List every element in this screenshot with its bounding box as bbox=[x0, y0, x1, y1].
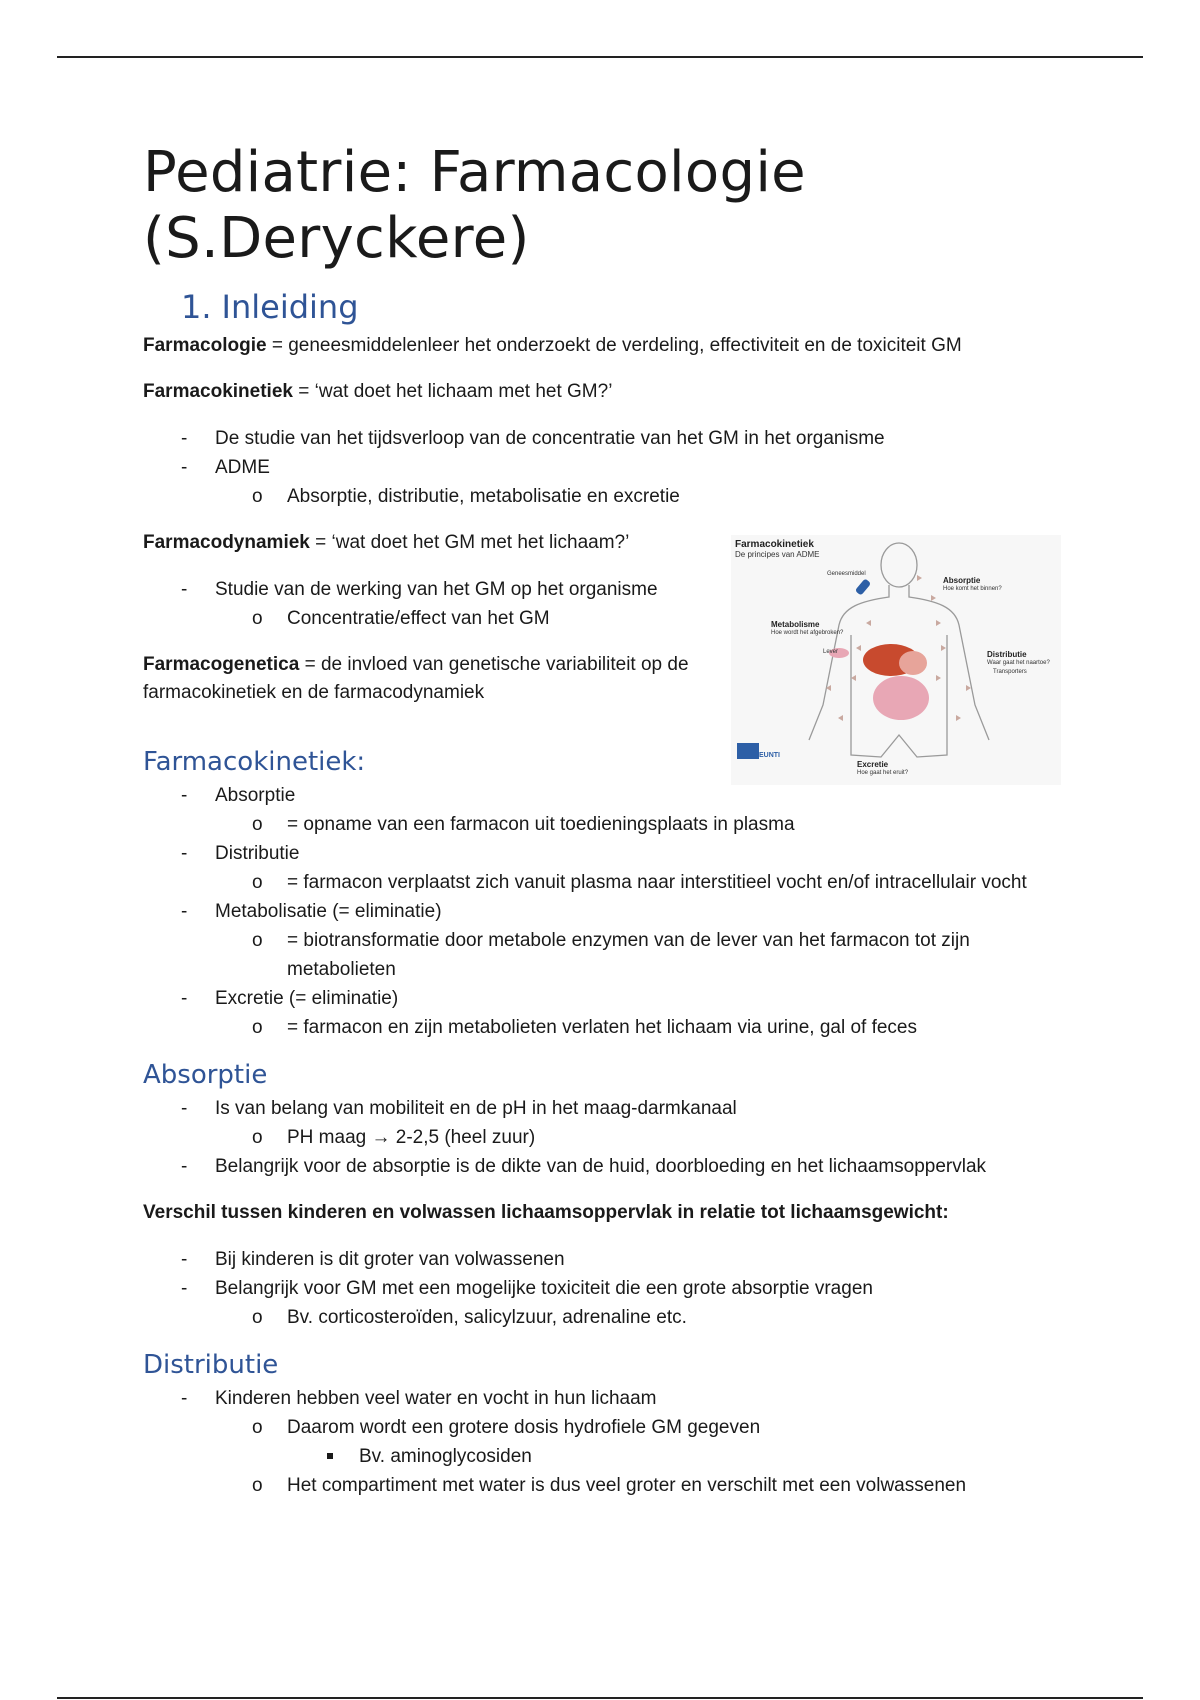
sub-list-item: o = opname van een farmacon uit toedieningsplaats in plasma bbox=[215, 810, 1053, 839]
svg-text:Hoe wordt het afgebroken?: Hoe wordt het afgebroken? bbox=[771, 630, 844, 636]
eunti-logo bbox=[737, 743, 759, 759]
distributie-list bbox=[143, 1384, 1053, 1500]
svg-text:Excretie: Excretie bbox=[857, 760, 889, 769]
sub-list-item: o = biotransformatie door metabole enzymen van de lever van het farmacon tot zijn metabolieten bbox=[215, 926, 1053, 984]
absorptie-list bbox=[143, 1094, 1053, 1181]
farmacodynamiek-list bbox=[143, 575, 703, 633]
list-item: - Kinderen hebben veel water en vocht in hun lichaam o Daarom wordt een grotere dosis hydrofiele GM gegeven Bv. aminoglycosiden o Het compartiment met water is dus veel groter en verschilt met een volwassenen bbox=[143, 1384, 1053, 1500]
sub-list-item: o Daarom wordt een grotere dosis hydrofiele GM gegeven Bv. aminoglycosiden bbox=[215, 1413, 1053, 1471]
document-body bbox=[143, 140, 1053, 1518]
svg-text:De principes van ADME: De principes van ADME bbox=[735, 550, 820, 559]
svg-text:Farmacokinetiek: Farmacokinetiek bbox=[735, 539, 814, 550]
farmacokinetiek-list bbox=[143, 424, 1053, 511]
svg-text:Waar gaat het naartoe?: Waar gaat het naartoe? bbox=[987, 660, 1050, 666]
list-item: - Metabolisatie (= eliminatie) o = biotransformatie door metabole enzymen van de lever van het farmacon tot zijn metabolieten bbox=[143, 897, 1053, 984]
svg-text:Hoe komt het binnen?: Hoe komt het binnen? bbox=[943, 586, 1002, 592]
intestines-icon bbox=[873, 676, 929, 720]
farmacokinetiek-adme-list bbox=[143, 781, 1053, 1042]
svg-text:Absorptie: Absorptie bbox=[943, 576, 981, 585]
list-item: - Studie van de werking van het GM op het organisme o Concentratie/effect van het GM bbox=[143, 575, 703, 633]
svg-text:Lever: Lever bbox=[823, 649, 839, 655]
svg-text:Distributie: Distributie bbox=[987, 650, 1027, 659]
heading-absorptie: Absorptie bbox=[143, 1060, 268, 1090]
absorptie-children-list bbox=[143, 1245, 1053, 1332]
sub-list-item: o = farmacon en zijn metabolieten verlaten het lichaam via urine, gal of feces bbox=[215, 1013, 1053, 1042]
list-item: - De studie van het tijdsverloop van de concentratie van het GM in het organisme bbox=[143, 424, 1053, 453]
adme-figure bbox=[731, 535, 1061, 785]
list-item: - Absorptie o = opname van een farmacon uit toedieningsplaats in plasma bbox=[143, 781, 1053, 839]
stomach-icon bbox=[899, 651, 927, 675]
adme-body-diagram bbox=[731, 535, 1061, 785]
sub-sub-list-item: Bv. aminoglycosiden bbox=[287, 1442, 1053, 1471]
section-heading-inleiding bbox=[181, 288, 1053, 326]
page-title: Pediatrie: Farmacologie (S.Deryckere) bbox=[143, 140, 806, 271]
list-item: - Is van belang van mobiliteit en de pH in het maag-darmkanaal o PH maag → 2-2,5 (heel zuur) bbox=[143, 1094, 1053, 1152]
footer-rule bbox=[57, 1697, 1143, 1699]
heading-farmacokinetiek: Farmacokinetiek: bbox=[143, 747, 366, 777]
list-item: - Excretie (= eliminatie) o = farmacon en zijn metabolieten verlaten het lichaam via urine, gal of feces bbox=[143, 984, 1053, 1042]
sub-list-item: o Absorptie, distributie, metabolisatie en excretie bbox=[215, 482, 1053, 511]
list-item: - ADME o Absorptie, distributie, metabolisatie en excretie bbox=[143, 453, 1053, 511]
list-item: - Bij kinderen is dit groter van volwassenen bbox=[143, 1245, 1053, 1274]
heading-distributie: Distributie bbox=[143, 1350, 279, 1380]
bold-statement: Verschil tussen kinderen en volwassen lichaamsoppervlak in relatie tot lichaamsgewicht: bbox=[143, 1202, 949, 1223]
definition-farmacogenetica: Farmacogenetica = de invloed van genetische variabiliteit op de farmacokinetiek en de farmacodynamiek bbox=[143, 654, 689, 703]
svg-text:Hoe gaat het eruit?: Hoe gaat het eruit? bbox=[857, 770, 909, 776]
svg-text:Metabolisme: Metabolisme bbox=[771, 620, 820, 629]
section-title: Inleiding bbox=[221, 288, 359, 326]
list-item: - Distributie o = farmacon verplaatst zich vanuit plasma naar interstitieel vocht en/of intracellulair vocht bbox=[143, 839, 1053, 897]
section-number: 1. bbox=[181, 288, 212, 326]
sub-list-item: o PH maag → 2-2,5 (heel zuur) bbox=[215, 1123, 1053, 1152]
definition-farmacodynamiek: Farmacodynamiek = ‘wat doet het GM met het lichaam?’ bbox=[143, 532, 630, 553]
svg-text:EUNTI: EUNTI bbox=[759, 752, 780, 759]
sub-list-item: o = farmacon verplaatst zich vanuit plasma naar interstitieel vocht en/of intracellulair vocht bbox=[215, 868, 1053, 897]
list-item: - Belangrijk voor GM met een mogelijke toxiciteit die een grote absorptie vragen o Bv. corticosteroïden, salicylzuur, adrenaline etc. bbox=[143, 1274, 1053, 1332]
svg-text:Transporters: Transporters bbox=[993, 669, 1027, 675]
sub-list-item: o Het compartiment met water is dus veel groter en verschilt met een volwassenen bbox=[215, 1471, 1053, 1500]
definition-farmacokinetiek: Farmacokinetiek = ‘wat doet het lichaam met het GM?’ bbox=[143, 381, 613, 402]
header-rule bbox=[57, 56, 1143, 58]
list-item: - Belangrijk voor de absorptie is de dikte van de huid, doorbloeding en het lichaamsoppervlak bbox=[143, 1152, 1053, 1181]
sub-list-item: o Bv. corticosteroïden, salicylzuur, adrenaline etc. bbox=[215, 1303, 1053, 1332]
svg-text:Geneesmiddel: Geneesmiddel bbox=[827, 571, 866, 577]
sub-list-item: o Concentratie/effect van het GM bbox=[215, 604, 703, 633]
definition-farmacologie: Farmacologie = geneesmiddelenleer het onderzoekt de verdeling, effectiviteit en de toxiciteit GM bbox=[143, 335, 962, 356]
